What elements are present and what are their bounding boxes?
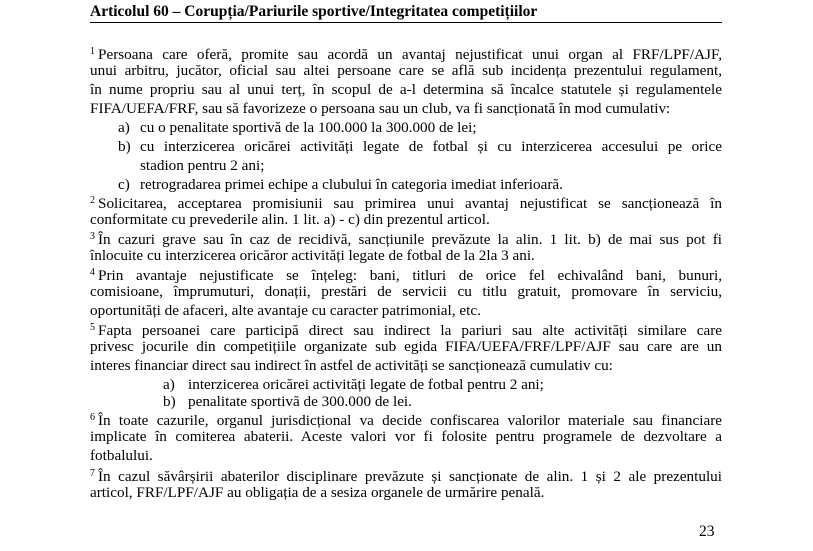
paragraph-1-line: FIFA/UEFA/FRF, sau să favorizeze o persoana sau un club, va fi sancționată în mod cumulativ: xyxy=(90,100,671,117)
list-item-text: stadion pentru 2 ani; xyxy=(140,157,265,174)
paragraph-number: 7 xyxy=(90,468,95,479)
article-title: Articolul 60 – Corupția/Pariurile sportive/Integritatea competițiilor xyxy=(90,3,538,20)
paragraph-6-line: implicate în comiterea abaterii. Aceste valori vor fi folosite pentru programele de dezvoltare a xyxy=(90,428,722,445)
paragraph-1-line: $^1$ Persoana care oferă, promite sau acordă un avantaj nejustificat unui organ al FRF/LPF/AJF, xyxy=(90,46,722,63)
page-number: 23 xyxy=(699,523,715,540)
paragraph-7-line: $^7$ În cazul săvârșirii abaterilor disciplinare prevăzute și sancționate de alin. 1 și 2 ale prezentului xyxy=(90,468,722,485)
paragraph-4-line: oportunități de afaceri, alte avantaje cu caracter patrimonial, etc. xyxy=(90,302,481,319)
list-item-text: cu interzicerea oricărei activități legate de fotbal și cu interzicerea accesului pe orice xyxy=(140,138,722,155)
paragraph-7-line: articol, FRF/LPF/AJF au obligația de a sesiza organele de urmărire penală. xyxy=(90,484,545,501)
paragraph-2-line: $^2$ Solicitarea, acceptarea promisiunii sau primirea unui avantaj nejustificat se sancționează în xyxy=(90,195,722,212)
paragraph-number: 5 xyxy=(90,322,95,333)
list-item-label: a) xyxy=(118,119,130,136)
list-item-text: penalitate sportivă de 300.000 de lei. xyxy=(188,393,412,410)
paragraph-number: 3 xyxy=(90,231,95,242)
paragraph-number: 1 xyxy=(90,46,95,57)
paragraph-5-line: interes financiar direct sau indirect în astfel de activități se sancționează cumulativ cu: xyxy=(90,357,613,374)
paragraph-5-line: $^5$ Fapta persoanei care participă direct sau indirect la pariuri sau alte activități similare care xyxy=(90,322,722,339)
list-item-text: retrogradarea primei echipe a clubului în categoria imediat inferioară. xyxy=(140,176,563,193)
list-item-text: interzicerea oricărei activități legate de fotbal pentru 2 ani; xyxy=(188,376,544,393)
paragraph-3-line: înlocuite cu interzicerea oricăror activități legate de fotbal de la 2la 3 ani. xyxy=(90,247,535,264)
article-heading xyxy=(90,2,722,23)
paragraph-6-line: fotbalului. xyxy=(90,447,153,464)
list-item-label: a) xyxy=(163,376,175,393)
paragraph-3-line: $^3$ În cazuri grave sau în caz de recidivă, sancțiunile prevăzute la alin. 1 lit. b) de mai sus pot fi xyxy=(90,231,722,248)
paragraph-1-line: în nume propriu sau al unui terț, în scopul de a-l determina să încalce statutele și regulamentele xyxy=(90,81,722,98)
list-item-label: b) xyxy=(118,138,131,155)
paragraph-5-line: privesc jocurile din competițiile organizate sub egida FIFA/UEFA/FRF/LPF/AJF sau care are un xyxy=(90,338,722,355)
paragraph-number: 2 xyxy=(90,195,95,206)
paragraph-4-line: $^4$ Prin avantaje nejustificate se înțeleg: bani, titluri de orice fel echivalând bani, bunuri, xyxy=(90,267,722,284)
list-item-label: b) xyxy=(163,393,176,410)
list-item-text: cu o penalitate sportivă de la 100.000 la 300.000 de lei; xyxy=(140,119,477,136)
paragraph-number: 6 xyxy=(90,412,95,423)
paragraph-6-line: $^6$ În toate cazurile, organul jurisdicțional va decide confiscarea valorilor materiale sau financiare xyxy=(90,412,722,429)
paragraph-2-line: conformitate cu prevederile alin. 1 lit. a) - c) din prezentul articol. xyxy=(90,211,490,228)
paragraph-1-line: unui arbitru, jucător, oficial sau altei persoane care se află sub incidența prezentului regulament, xyxy=(90,62,722,79)
list-item-label: c) xyxy=(118,176,130,193)
paragraph-number: 4 xyxy=(90,267,95,278)
paragraph-4-line: comisioane, împrumuturi, donații, prestări de servicii cu titlu gratuit, promovare în serviciu, xyxy=(90,283,722,300)
